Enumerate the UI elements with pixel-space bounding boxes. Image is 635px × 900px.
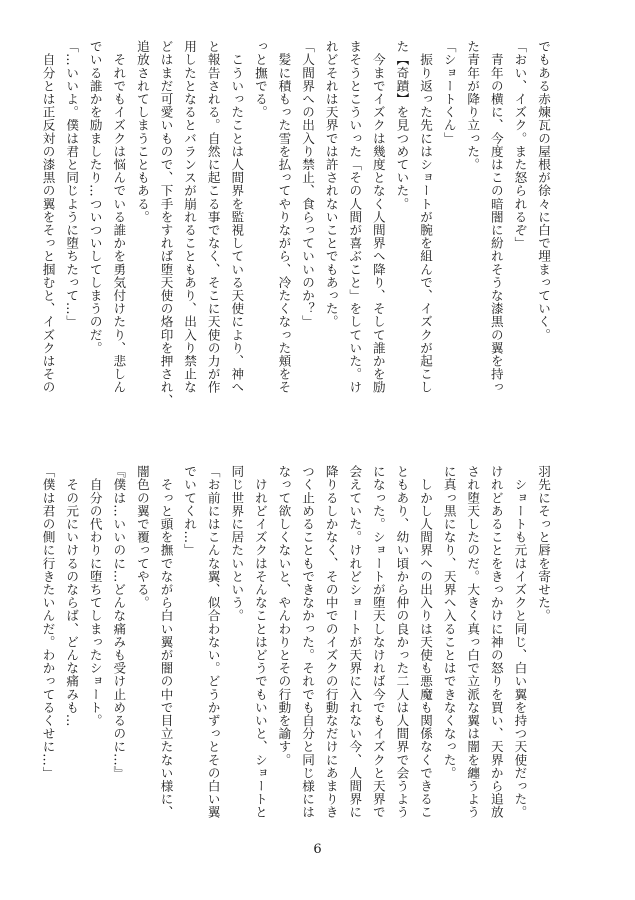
text-line: でいる誰かを励ましたり…ついついしてしまうのだ。 — [87, 40, 103, 355]
text-line: なって欲しくないと、やんわりとその行動を諭す。 — [276, 465, 292, 767]
text-line: けれどあることをきっかけに神の怒りを買い、天界から追放 — [488, 465, 504, 819]
text-line: 自分の代わりに堕ちてしまったショート。 — [87, 465, 103, 727]
text-line: その元にいけるのならば、どんな痛みも… — [64, 465, 80, 727]
text-line: ともあり、幼い頃から仲の良かった二人は人間界で会うよう — [394, 465, 410, 819]
text-line: に真っ黒になり、天界へ入ることはできなくなった。 — [441, 465, 457, 780]
text-line: 「おい、イズク。また怒られるぞ」 — [512, 40, 528, 250]
text-line: つく止めることもできなかった。それでも自分と同じ様には — [300, 465, 316, 819]
text-line: こういったことは人間界を監視している天使により、神へ — [229, 40, 245, 394]
text-line: 髪に積もった雪を払ってやりながら、冷たくなった頬をそ — [276, 40, 292, 394]
page-number: 6 — [313, 842, 322, 857]
text-line: 「僕は君の側に行きたいんだ。わかってるくせに…」 — [40, 465, 56, 780]
text-line: 自分とは正反対の漆黒の翼をそっと掴むと、イズクはその — [40, 40, 56, 394]
text-line: と報告される。自然に起こる事でなく、そこに天使の力が作 — [205, 40, 221, 394]
text-line: でいてくれ…」 — [182, 465, 198, 557]
text-line: た【奇蹟】を見つめていた。 — [394, 40, 410, 211]
text-line: 「人間界への出入り禁止、食らっていいのか？」 — [300, 40, 316, 329]
text-line: どはまだ可愛いもので、下手をすれば堕天使の烙印を押され、 — [158, 40, 174, 407]
text-line: 同じ世界に居たいという。 — [229, 465, 245, 623]
text-line: それでもイズクは悩んでいる誰かを勇気付けたり、悲しん — [111, 40, 127, 394]
text-line: 闇色の翼で覆ってやる。 — [134, 465, 150, 610]
text-line: 「お前にはこんな翼、似合わない。どうかずっとその白い翼 — [205, 465, 221, 819]
text-line: た青年が降り立った。 — [465, 40, 481, 171]
text-line: 羽先にそっと唇を寄せた。 — [536, 465, 551, 623]
text-line: まそうとこういった「その人間が喜ぶこと」をしていた。け — [347, 40, 363, 394]
text-line: 会えていた。けれどショートが天界に入れない今、人間界に — [347, 465, 363, 819]
text-line: され堕天したのだ。大きく真っ白で立派な翼は闇を纏うよう — [465, 465, 481, 819]
text-line: 追放されてしまうこともある。 — [134, 40, 150, 224]
text-line: そっと頭を撫でながら白い翼が闇の中で目立たない様に、 — [158, 465, 174, 819]
upper-text-block — [36, 40, 555, 420]
text-line: ショートも元はイズクと同じ、白い翼を持つ天使だった。 — [512, 465, 528, 819]
text-line: 「ショートくん」 — [441, 40, 457, 145]
text-line: れどそれは天界では許されないことでもあった。 — [323, 40, 339, 329]
lower-text-block — [36, 465, 555, 845]
text-line: 振り返った先にはショートが腕を組んで、イズクが起こし — [418, 40, 434, 394]
text-line: になった。ショートが堕天しなければ今でもイズクと天界で — [370, 465, 386, 819]
text-line: しかし人間界への出入りは天使も悪魔も関係なくできるこ — [418, 465, 434, 819]
text-line: 今までイズクは幾度となく人間界へ降り、そして誰かを励 — [370, 40, 386, 394]
text-line: 青年の横に、今度はこの暗闇に紛れそうな漆黒の翼を持っ — [488, 40, 504, 394]
text-line: っと撫でる。 — [252, 40, 268, 119]
text-line: けれどイズクはそんなことはどうでもいいと、ショートと — [252, 465, 268, 819]
text-line: 用したとなるとバランスが崩れることもあり、出入り禁止な — [182, 40, 198, 394]
text-line: でもある赤煉瓦の屋根が徐々に白で埋まっていく。 — [536, 40, 551, 342]
text-line: 降りるしかなく、その中でのイズクの行動なだけにあまりき — [323, 465, 339, 819]
text-line: 『僕は…いいのに…どんな痛みも受け止めるのに…』 — [111, 465, 127, 780]
text-line: 「…いいよ。僕は君と同じように堕ちたって…」 — [64, 40, 80, 329]
